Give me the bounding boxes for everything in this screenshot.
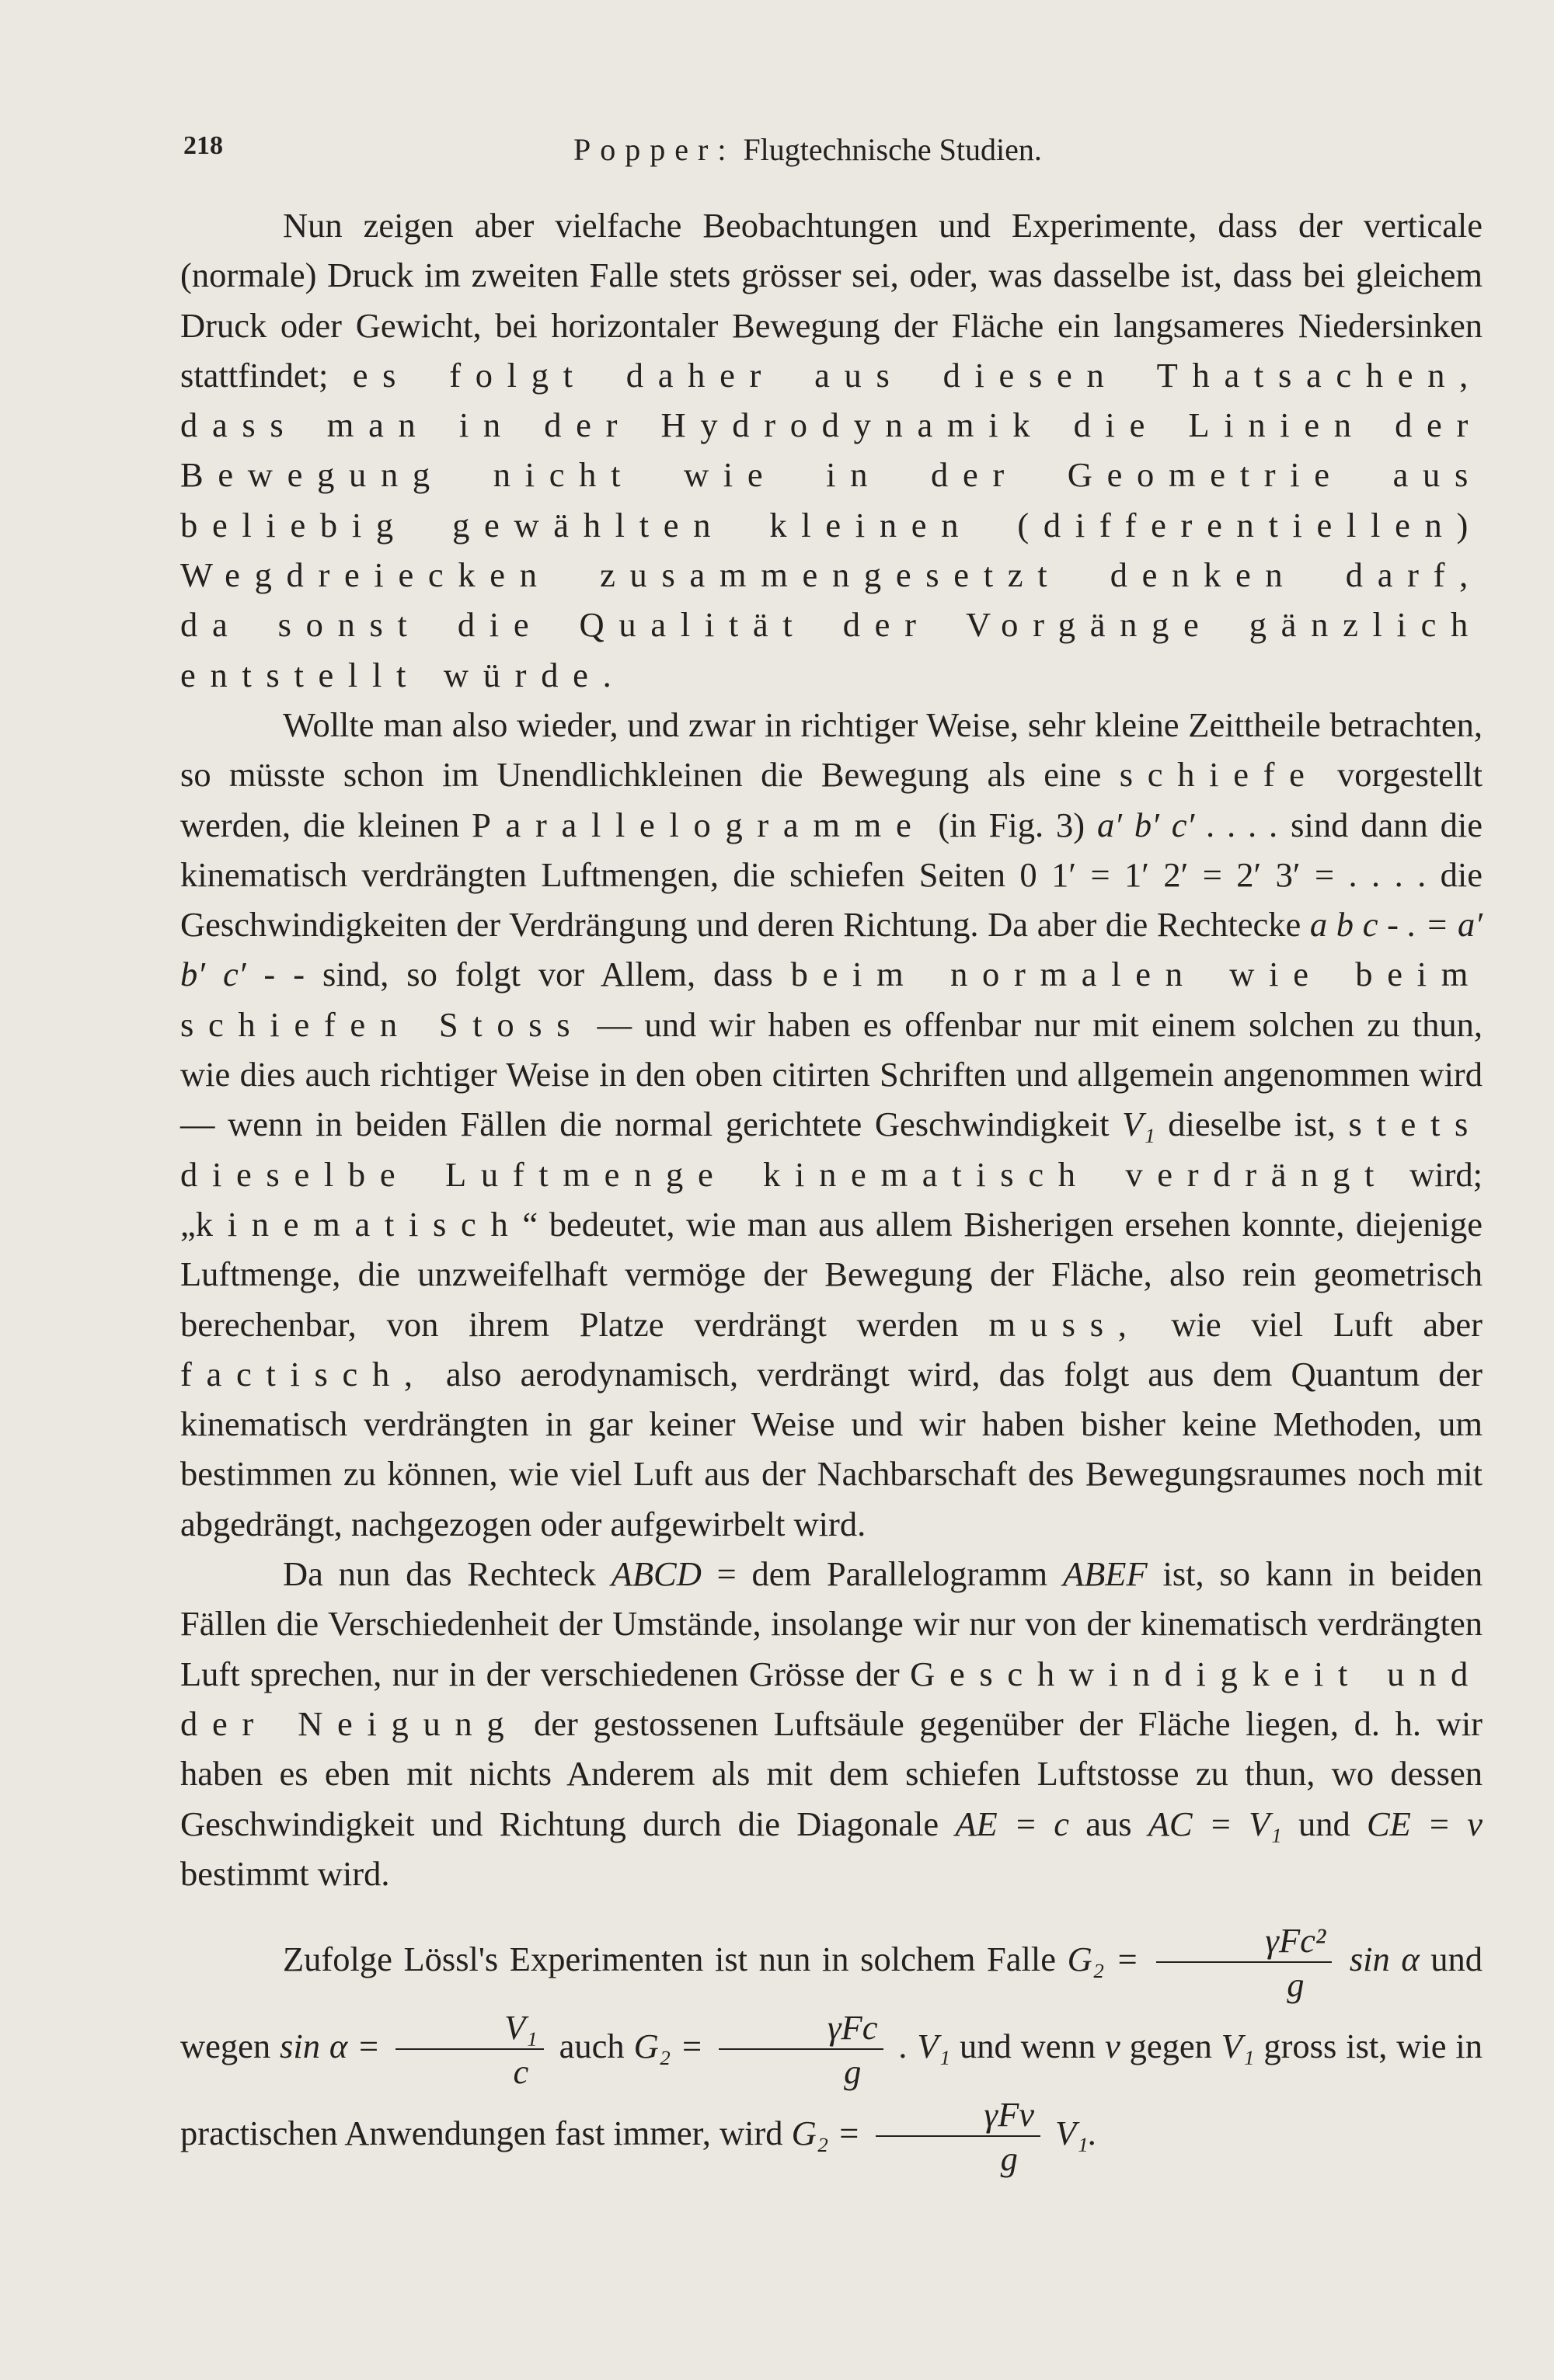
body-text — [180, 200, 1483, 2176]
p4-math-g2-c: G₂ = — [791, 2114, 861, 2153]
p4-math-sin-alpha: sin α — [1349, 1940, 1420, 1979]
fraction-denominator: g — [1287, 1964, 1305, 2004]
p4-text-3: auch — [559, 2027, 625, 2066]
running-head — [573, 132, 1042, 168]
p4-math-g2-b: G₂ = — [633, 2027, 704, 2066]
fraction-denominator: c — [513, 2051, 529, 2091]
p1-spaced-conclusion: es folgt daher aus diesen Thatsachen, dass man in der Hydrodynamik die Linien der Bewegung nicht wie in der Geometrie aus beliebig gewählten kleinen (differentiellen) Wegdreiecken zusammengesetzt denken darf, da sonst die Qualität der Vorgänge gänzlich entstellt würde. — [180, 355, 1483, 694]
p3-math-ce: CE = v — [1366, 1804, 1483, 1843]
p2-text-5: — und wir haben es offenbar nur mit einem solchen zu thun, wie dies auch richtiger Weise in den oben citirten Schriften und allgemein angenommen wird — wenn in beiden Fällen die normal gerichtete Geschwindigkeit — [180, 1004, 1483, 1144]
fraction-v1-c — [395, 2010, 544, 2089]
p2-spaced-factisch: factisch, — [180, 1354, 427, 1394]
page-number: 218 — [183, 131, 223, 160]
fraction-numerator: γFv — [876, 2097, 1040, 2137]
fraction-numerator: V₁ — [395, 2010, 544, 2050]
p2-text-8: “ bedeutet, wie man aus allem Bisherigen ersehen konnte, diejenige Luftmenge, die unzweifelhaft vermöge der Bewegung der Fläche, also rein geometrisch berechenbar, von ihrem Platze verdrängt werden — [180, 1204, 1483, 1344]
p2-spaced-parallelogramme: Parallelogramme — [472, 805, 926, 844]
paragraph-2 — [180, 700, 1483, 1549]
p4-math-g2: G₂ = — [1067, 1940, 1139, 1979]
paragraph-3 — [180, 1549, 1483, 1898]
p3-math-ae: AE = c — [955, 1804, 1069, 1843]
p2-text-4: sind, so folgt vor Allem, dass — [322, 955, 773, 994]
p2-math-abc: a′ b′ c′ . . . . — [1096, 805, 1279, 844]
fraction-numerator: γFc² — [1156, 1923, 1332, 1963]
fraction-gamma-f-c — [719, 2010, 883, 2089]
fraction-gamma-f-c2 — [1156, 1923, 1332, 2002]
fraction-gamma-f-v — [876, 2097, 1040, 2176]
paragraph-1 — [180, 200, 1483, 700]
p3-math-ac: AC = V₁ — [1148, 1804, 1282, 1843]
p3-math-abcd: ABCD — [611, 1554, 702, 1594]
p2-text-10: also aerodynamisch, verdrängt wird, das folgt aus dem Quantum der kinematisch verdrängten in gar keiner Weise und wir haben bisher keine Methoden, um bestimmen zu können, wie viel Luft aus der Nachbarschaft des Bewegungsraumes noch mit abgedrängt, nachgezogen oder aufgewirbelt wird. — [180, 1354, 1483, 1543]
running-head-author: Popper: — [573, 132, 736, 167]
fraction-denominator: g — [844, 2051, 862, 2091]
p3-spaced-geschwindigkeit: Geschwindigkeit und der Neigung — [180, 1654, 1483, 1743]
p4-text-6: gross ist, wie in practischen Anwendungen fast immer, wird — [180, 2027, 1483, 2153]
p3-text-2: = dem Parallelogramm — [716, 1554, 1048, 1594]
p2-text-9: wie viel Luft aber — [1171, 1304, 1483, 1344]
p4-math-v1: . V₁ — [899, 2027, 951, 2066]
running-head-title: Flugtechnische Studien. — [743, 132, 1042, 167]
p2-spaced-kinematisch: kinematisch — [195, 1204, 523, 1244]
p4-text-5: gegen — [1129, 2027, 1212, 2066]
p2-text-2: vorgestellt werden, die kleinen — [180, 755, 1483, 844]
p2-spaced-muss: muss, — [988, 1304, 1141, 1344]
p3-text-4: der gestossenen Luftsäule gegenüber der Fläche liegen, d. h. wir haben es eben mit nichts Anderem als mit dem schiefen Luftstosse zu thun, wo dessen Geschwindigkeit und Richtung durch die Diagonale — [180, 1703, 1483, 1843]
p4-text-1: Zufolge Lössl's Experimenten ist nun in solchem Falle — [283, 1940, 1056, 1979]
p3-math-abef: ABEF — [1062, 1554, 1148, 1594]
p2-spaced-stoss: beim normalen wie beim schiefen Stoss — [180, 955, 1483, 1044]
p1-text: Nun zeigen aber vielfache Beobachtungen und Experimente, dass der verticale (normale) Druck im zweiten Falle stets grösser sei, oder, was dasselbe ist, dass bei gleichem Druck oder Gewicht, bei horizontaler Bewegung der Fläche ein langsameres Niedersinken stattfindet; — [180, 206, 1483, 395]
p2-spaced-schiefe: schiefe — [1119, 755, 1319, 795]
p3-text-1: Da nun das Rechteck — [283, 1554, 596, 1594]
p2-math-v1: V₁ — [1122, 1105, 1155, 1144]
fraction-denominator: g — [1000, 2138, 1018, 2178]
p4-math-sin-alpha-eq: sin α = — [280, 2027, 381, 2066]
p3-text-3: ist, so kann in beiden Fällen die Verschiedenheit der Umstände, insolange wir nur von der kinematisch verdrängten Luft sprechen, nur in der verschiedenen Grösse der — [180, 1554, 1483, 1693]
p2-text-7: wird; „ — [180, 1154, 1483, 1244]
p4-text-4: und wenn — [959, 2027, 1096, 2066]
p2-math-rect: a b c - . = a′ b′ c′ - - — [180, 905, 1483, 994]
p3-text-7: bestimmt wird. — [180, 1853, 390, 1893]
p4-math-v1-c: V₁. — [1055, 2114, 1097, 2153]
p2-fig-ref: (in Fig. 3) — [938, 805, 1085, 844]
p2-text-1: Wollte man also wieder, und zwar in richtiger Weise, sehr kleine Zeittheile betrachten, so müsste schon im Unendlichkleinen die Bewegung als eine — [180, 705, 1483, 795]
fraction-numerator: γFc — [719, 2010, 883, 2050]
p4-text-2: und wegen — [180, 1940, 1483, 2066]
paragraph-4 — [180, 1915, 1483, 2176]
p2-spaced-luftmenge: stets dieselbe Luftmenge kinematisch verdrängt — [180, 1105, 1483, 1194]
p2-text-3: sind dann die kinematisch verdrängten Luftmengen, die schiefen Seiten 0 1′ = 1′ 2′ = 2′ 3′ = . . . . die Geschwindigkeiten der Verdrängung und deren Richtung. Da aber die Rechtecke — [180, 805, 1483, 945]
p3-text-6: und — [1298, 1804, 1350, 1843]
p3-text-5: aus — [1085, 1804, 1132, 1843]
formula-spacing — [180, 1898, 1483, 1915]
p4-math-v1-b: V₁ — [1221, 2027, 1255, 2066]
p2-text-6: dieselbe ist, — [1168, 1105, 1336, 1144]
p4-math-v: v — [1104, 2027, 1120, 2066]
